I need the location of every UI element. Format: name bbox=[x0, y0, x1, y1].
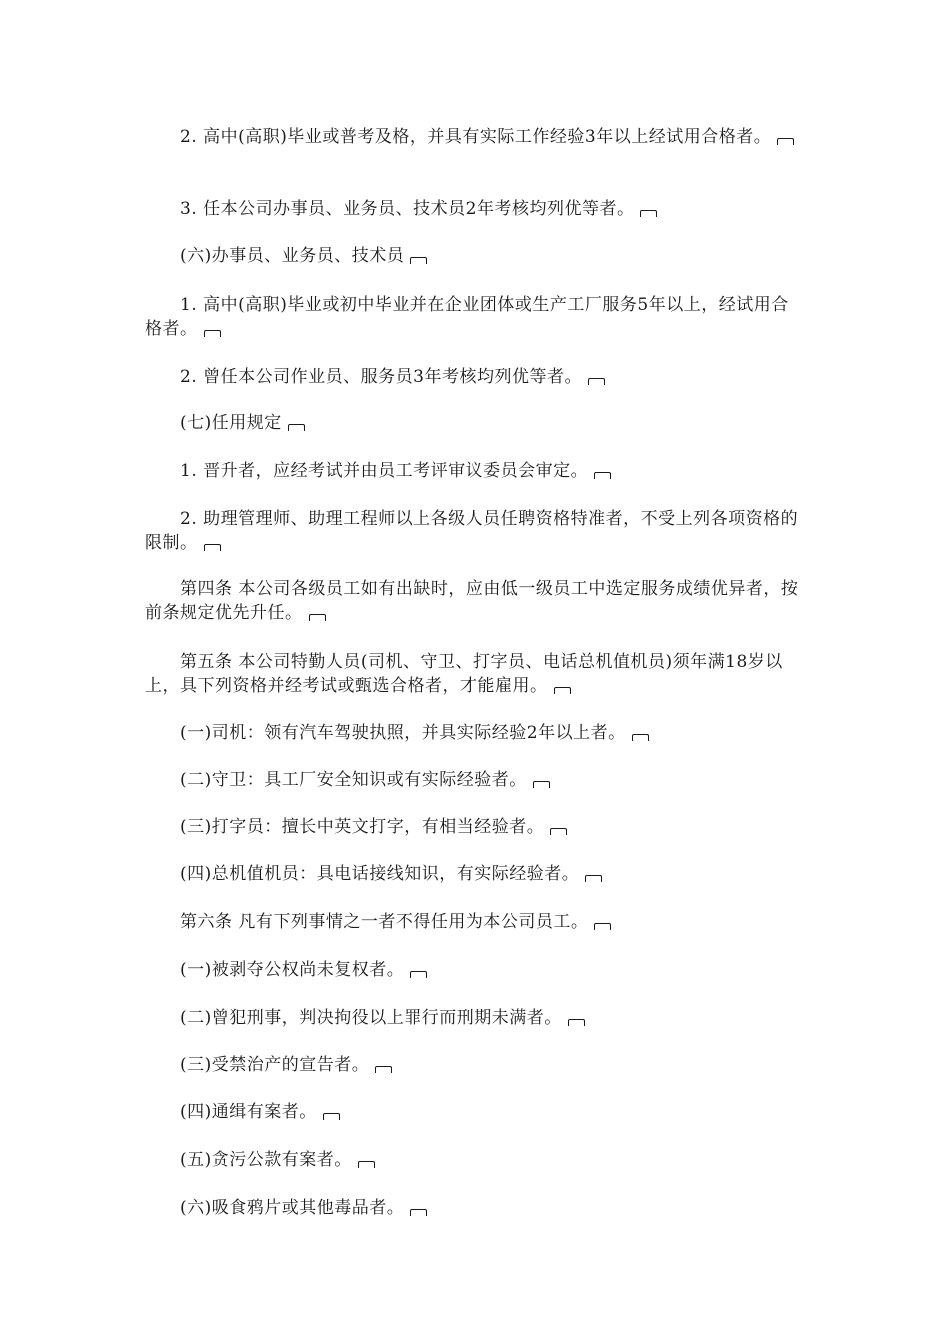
paragraph bbox=[145, 650, 805, 698]
paragraph-return-icon bbox=[533, 781, 550, 788]
paragraph-return-icon bbox=[585, 875, 602, 882]
paragraph-return-icon bbox=[410, 257, 427, 264]
paragraph-return-icon bbox=[554, 687, 571, 694]
paragraph bbox=[145, 815, 805, 839]
paragraph-text: (四)总机值机员：具电话接线知识，有实际经验者。 bbox=[180, 864, 580, 884]
paragraph bbox=[145, 1053, 805, 1077]
paragraph-text: (三)受禁治产的宣告者。 bbox=[180, 1055, 370, 1075]
paragraph bbox=[145, 1148, 805, 1172]
paragraph-text: (五)贪污公款有案者。 bbox=[180, 1150, 352, 1170]
paragraph-return-icon bbox=[594, 472, 611, 479]
paragraph bbox=[145, 721, 805, 745]
paragraph-text: (七)任用规定 bbox=[180, 413, 282, 433]
paragraph bbox=[145, 197, 805, 221]
paragraph-return-icon bbox=[777, 138, 794, 145]
paragraph-text: 1. 高中(高职)毕业或初中毕业并在企业团体或生产工厂服务5年以上，经试用合格者。 bbox=[145, 295, 789, 339]
paragraph bbox=[145, 125, 805, 149]
paragraph-text: 第五条 本公司特勤人员(司机、守卫、打字员、电话总机值机员)须年满18岁以上，具下列资格并经考试或甄选合格者，才能雇用。 bbox=[145, 652, 783, 696]
paragraph-return-icon bbox=[204, 544, 221, 551]
paragraph-return-icon bbox=[588, 378, 605, 385]
paragraph-text: (一)被剥夺公权尚未复权者。 bbox=[180, 960, 405, 980]
paragraph-return-icon bbox=[568, 1019, 585, 1026]
paragraph-return-icon bbox=[204, 330, 221, 337]
paragraph-return-icon bbox=[550, 828, 567, 835]
paragraph bbox=[145, 459, 805, 483]
paragraph-return-icon bbox=[323, 1113, 340, 1120]
paragraph bbox=[145, 577, 805, 625]
paragraph bbox=[145, 411, 805, 435]
paragraph bbox=[145, 244, 805, 268]
paragraph-text: (二)曾犯刑事，判决拘役以上罪行而刑期未满者。 bbox=[180, 1008, 562, 1028]
paragraph bbox=[145, 1100, 805, 1124]
paragraph-return-icon bbox=[358, 1161, 375, 1168]
paragraph-text: (六)办事员、业务员、技术员 bbox=[180, 246, 405, 266]
paragraph-return-icon bbox=[594, 923, 611, 930]
paragraph-return-icon bbox=[410, 1209, 427, 1216]
paragraph-return-icon bbox=[309, 614, 326, 621]
paragraph-text: (六)吸食鸦片或其他毒品者。 bbox=[180, 1198, 405, 1218]
paragraph-text: 第六条 凡有下列事情之一者不得任用为本公司员工。 bbox=[180, 912, 589, 932]
paragraph-text: (三)打字员：擅长中英文打字，有相当经验者。 bbox=[180, 817, 545, 837]
paragraph bbox=[145, 768, 805, 792]
paragraph bbox=[145, 365, 805, 389]
paragraph bbox=[145, 1006, 805, 1030]
paragraph bbox=[145, 1196, 805, 1220]
paragraph bbox=[145, 862, 805, 886]
paragraph-text: 3. 任本公司办事员、业务员、技术员2年考核均列优等者。 bbox=[180, 199, 635, 219]
paragraph-text: 2. 高中(高职)毕业或普考及格，并具有实际工作经验3年以上经试用合格者。 bbox=[180, 127, 772, 147]
paragraph bbox=[145, 910, 805, 934]
paragraph-return-icon bbox=[288, 424, 305, 431]
paragraph-text: 第四条 本公司各级员工如有出缺时，应由低一级员工中选定服务成绩优异者，按前条规定优先升任。 bbox=[145, 579, 799, 623]
paragraph-text: 1. 晋升者，应经考试并由员工考评审议委员会审定。 bbox=[180, 461, 589, 481]
paragraph-text: (二)守卫：具工厂安全知识或有实际经验者。 bbox=[180, 770, 527, 790]
paragraph-text: 2. 曾任本公司作业员、服务员3年考核均列优等者。 bbox=[180, 367, 582, 387]
paragraph-return-icon bbox=[375, 1066, 392, 1073]
paragraph-return-icon bbox=[640, 210, 657, 217]
paragraph-text: 2. 助理管理师、助理工程师以上各级人员任聘资格特准者，不受上列各项资格的限制。 bbox=[145, 509, 799, 553]
paragraph-return-icon bbox=[632, 734, 649, 741]
paragraph-text: (四)通缉有案者。 bbox=[180, 1102, 317, 1122]
paragraph bbox=[145, 507, 805, 555]
paragraph bbox=[145, 958, 805, 982]
paragraph bbox=[145, 293, 805, 341]
paragraph-return-icon bbox=[410, 971, 427, 978]
paragraph-text: (一)司机：领有汽车驾驶执照，并具实际经验2年以上者。 bbox=[180, 723, 626, 743]
